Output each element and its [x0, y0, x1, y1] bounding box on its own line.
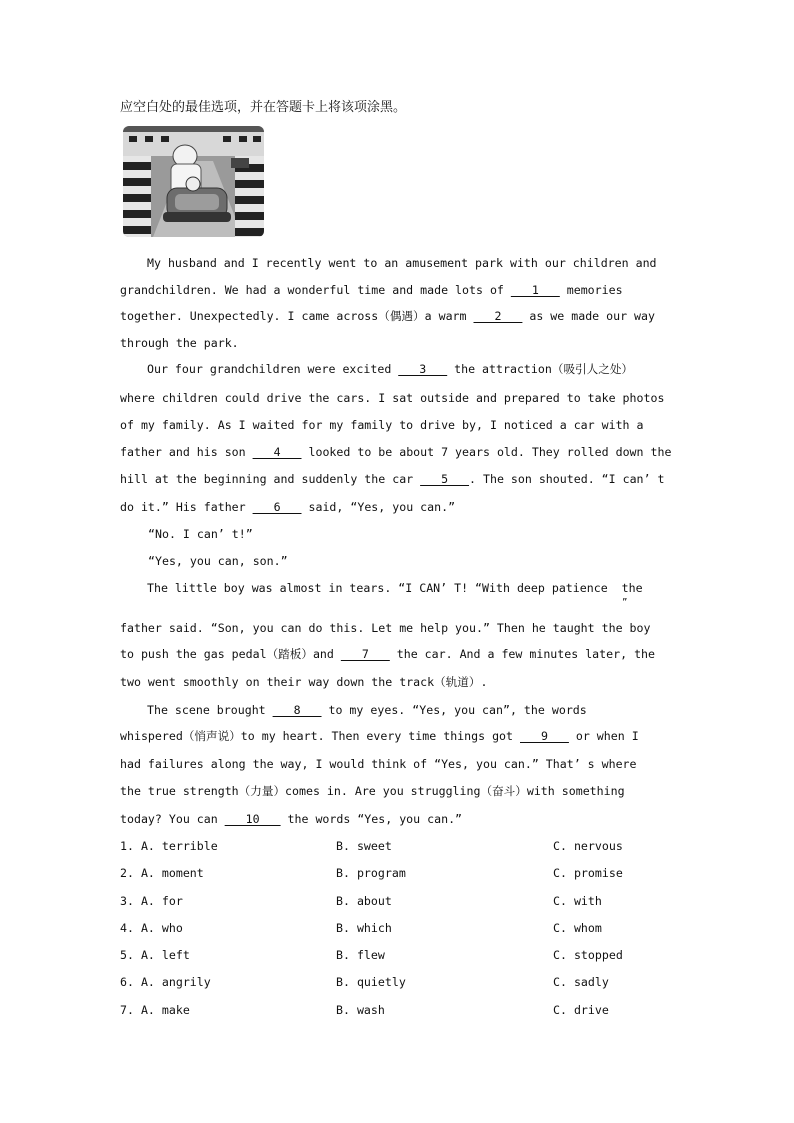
option-5b[interactable]: B. flew: [336, 948, 385, 962]
blank-4: ___4___: [252, 445, 302, 459]
passage-line: [120, 500, 455, 514]
passage-text: grandchildren. We had a wonderful time and made lots of: [120, 283, 511, 297]
option-6a[interactable]: 6. A. angrily: [120, 975, 211, 989]
option-5a[interactable]: 5. A. left: [120, 948, 190, 962]
passage-line: [120, 308, 655, 324]
passage-text: had failures along the way, I would think of “Yes, you can.” That’ s where: [120, 757, 637, 771]
passage-text: looked to be about 7 years old. They rolled down the: [301, 445, 672, 459]
passage-text: together. Unexpectedly. I came across（偶遇）a warm: [120, 309, 474, 323]
blank-6: ___6___: [252, 500, 302, 514]
passage-text: the attraction（吸引人之处）: [447, 362, 634, 376]
blank-3: ___3___: [398, 362, 448, 376]
passage-text: to push the gas pedal（踏板）and: [120, 647, 341, 661]
passage-line: [120, 283, 623, 297]
passage-text: or when I: [568, 729, 639, 743]
passage-line: [120, 646, 655, 662]
passage-text: the car. And a few minutes later, the: [389, 647, 656, 661]
option-5c[interactable]: C. stopped: [553, 948, 623, 962]
passage-text: My husband and I recently went to an amusement park with our children and: [147, 256, 657, 270]
passage-line: [120, 472, 664, 486]
blank-1: ___1___: [510, 283, 560, 297]
option-6c[interactable]: C. sadly: [553, 975, 609, 989]
option-2b[interactable]: B. program: [336, 866, 406, 880]
passage-line: [147, 703, 587, 717]
option-2a[interactable]: 2. A. moment: [120, 866, 204, 880]
option-7c[interactable]: C. drive: [553, 1003, 609, 1017]
go-kart-photo: [123, 126, 264, 237]
passage-text: do it.” His father: [120, 500, 253, 514]
passage-text: The scene brought: [147, 703, 273, 717]
dialogue-line: “Yes, you can, son.”: [148, 554, 288, 568]
option-2c[interactable]: C. promise: [553, 866, 623, 880]
passage-text: two went smoothly on their way down the track（轨道）.: [120, 675, 488, 689]
passage-text: the words “Yes, you can.”: [280, 812, 463, 826]
option-6b[interactable]: B. quietly: [336, 975, 406, 989]
passage-line: [147, 361, 633, 377]
passage-text: The little boy was almost in tears. “I CAN’ T! “With deep patience the: [147, 581, 643, 595]
option-1c[interactable]: C. nervous: [553, 839, 623, 853]
instruction-text: 应空白处的最佳选项，并在答题卡上将该项涂黑。: [120, 100, 407, 115]
passage-text: hill at the beginning and suddenly the car: [120, 472, 421, 486]
passage-text: where children could drive the cars. I sat outside and prepared to take photos: [120, 391, 665, 405]
passage-text: said, “Yes, you can.”: [301, 500, 456, 514]
passage-text: the true strength（力量）comes in. Are you struggling（奋斗）with something: [120, 784, 625, 798]
passage-line: [120, 812, 462, 826]
blank-5: ___5___: [420, 472, 470, 486]
option-3a[interactable]: 3. A. for: [120, 894, 183, 908]
passage-text: Our four grandchildren were excited: [147, 362, 399, 376]
option-4b[interactable]: B. which: [336, 921, 392, 935]
passage-text: of my family. As I waited for my family to drive by, I noticed a car with a: [120, 418, 644, 432]
passage-text: whispered（悄声说）to my heart. Then every time things got: [120, 729, 520, 743]
passage-line: [120, 445, 671, 459]
passage-line: [120, 728, 639, 744]
option-4a[interactable]: 4. A. who: [120, 921, 183, 935]
blank-2: ___2___: [473, 309, 523, 323]
blank-9: ___9___: [520, 729, 569, 743]
stray-quote-mark: ”: [622, 598, 628, 608]
passage-text: father said. “Son, you can do this. Let me help you.” Then he taught the boy: [120, 621, 651, 635]
option-1b[interactable]: B. sweet: [336, 839, 392, 853]
blank-10: ___10___: [224, 812, 281, 826]
blank-7: ___7___: [340, 647, 390, 661]
passage-text: today? You can: [120, 812, 225, 826]
passage-text: as we made our way: [522, 309, 655, 323]
passage-text: memories: [559, 283, 623, 297]
passage-text: through the park.: [120, 336, 239, 350]
passage-text: to my eyes. “Yes, you can”, the words: [321, 703, 587, 717]
dialogue-line: “No. I can’ t!”: [148, 527, 253, 541]
option-7b[interactable]: B. wash: [336, 1003, 385, 1017]
option-4c[interactable]: C. whom: [553, 921, 602, 935]
passage-text: . The son shouted. “I can’ t: [469, 472, 665, 486]
option-3c[interactable]: C. with: [553, 894, 602, 908]
passage-text: father and his son: [120, 445, 253, 459]
option-1a[interactable]: 1. A. terrible: [120, 839, 218, 853]
blank-8: ___8___: [272, 703, 322, 717]
option-3b[interactable]: B. about: [336, 894, 392, 908]
option-7a[interactable]: 7. A. make: [120, 1003, 190, 1017]
